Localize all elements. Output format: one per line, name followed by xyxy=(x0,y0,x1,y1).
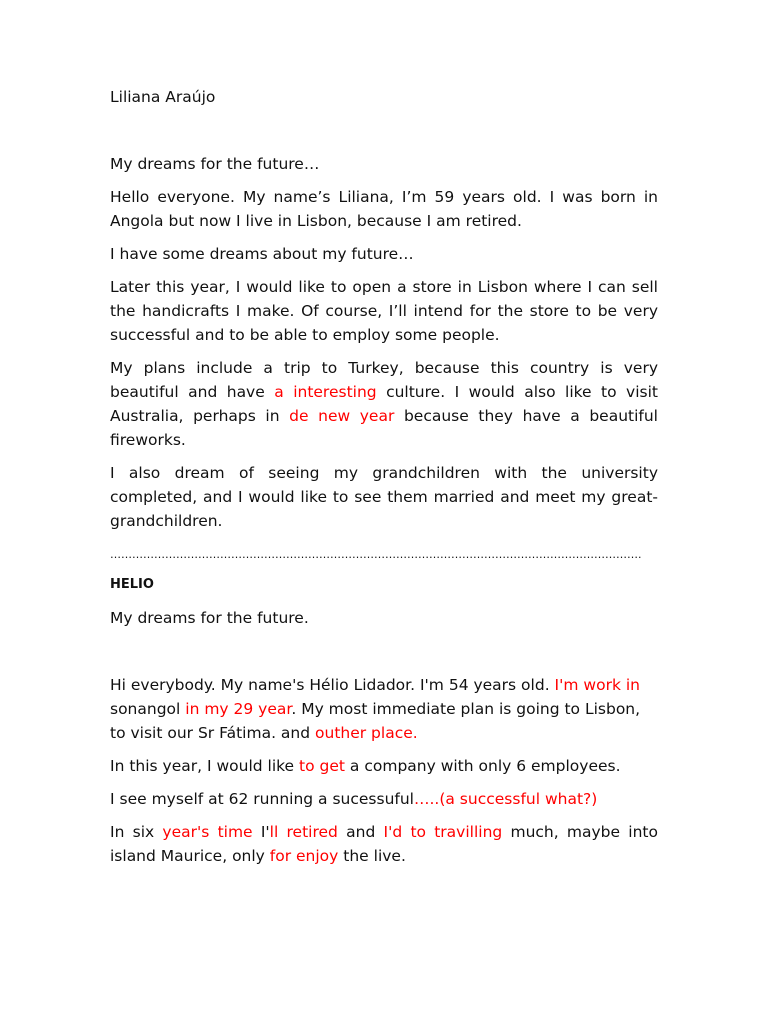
correction-mark: year's time xyxy=(162,823,253,841)
author-name: Liliana Araújo xyxy=(110,88,216,106)
correction-mark: I'd to travilling xyxy=(383,823,503,841)
text-segment: Hi everybody. My name's Hélio Lidador. I'm 54 years old. xyxy=(110,676,555,694)
liliana-paragraph-5: I also dream of seeing my grandchildren with the university completed, and I would like to see them married and meet my great-grandchildren. xyxy=(110,464,658,530)
text-segment: I' xyxy=(252,823,270,841)
helio-paragraph-2 xyxy=(110,754,658,778)
liliana-title: My dreams for the future… xyxy=(110,155,320,173)
text-segment: because they have a beautiful fireworks. xyxy=(110,407,658,449)
liliana-paragraph-4 xyxy=(110,356,658,452)
helio-name: HELIO xyxy=(110,577,154,592)
text-segment: My plans include a trip to Turkey, because this country is very beautiful and have xyxy=(110,359,658,401)
text-segment: . My most immediate plan is going to Lisbon, to visit our Sr Fátima. and xyxy=(110,700,641,742)
correction-mark: I'm work in xyxy=(554,676,640,694)
correction-mark: de new year xyxy=(289,407,395,425)
text-segment: I see myself at 62 running a sucessuful xyxy=(110,790,414,808)
helio-paragraph-4 xyxy=(110,820,658,868)
correction-mark: to get xyxy=(299,757,345,775)
text-segment: the live. xyxy=(338,847,406,865)
liliana-paragraph-1: Hello everyone. My name’s Liliana, I’m 59 years old. I was born in Angola but now I live in Lisbon, because I am retired. xyxy=(110,188,658,230)
correction-mark: a interesting xyxy=(274,383,377,401)
text-segment: a company with only 6 employees. xyxy=(344,757,621,775)
text-segment: much, maybe into island Maurice, only xyxy=(110,823,658,865)
helio-title: My dreams for the future. xyxy=(110,609,309,627)
correction-mark: …..(a successful what?) xyxy=(413,790,598,808)
helio-paragraph-3 xyxy=(110,787,658,811)
text-segment: sonangol xyxy=(110,700,186,718)
helio-paragraph-1 xyxy=(110,673,658,745)
text-segment: In six xyxy=(110,823,163,841)
liliana-paragraph-3: Later this year, I would like to open a store in Lisbon where I can sell the handicrafts I make. Of course, I’ll intend for the store to be very successful and to be able to employ some people. xyxy=(110,278,658,344)
section-separator: ………………………………………………………………………………………………………………………………. xyxy=(110,548,642,561)
text-segment: In this year, I would like xyxy=(110,757,300,775)
correction-mark: ll retired xyxy=(269,823,338,841)
liliana-paragraph-2: I have some dreams about my future… xyxy=(110,245,414,263)
correction-mark: for enjoy xyxy=(269,847,339,865)
correction-mark: outher place. xyxy=(315,724,418,742)
text-segment: culture. I would also like to visit Australia, perhaps in xyxy=(110,383,658,425)
correction-mark: in my 29 year xyxy=(185,700,292,718)
text-segment: and xyxy=(337,823,384,841)
